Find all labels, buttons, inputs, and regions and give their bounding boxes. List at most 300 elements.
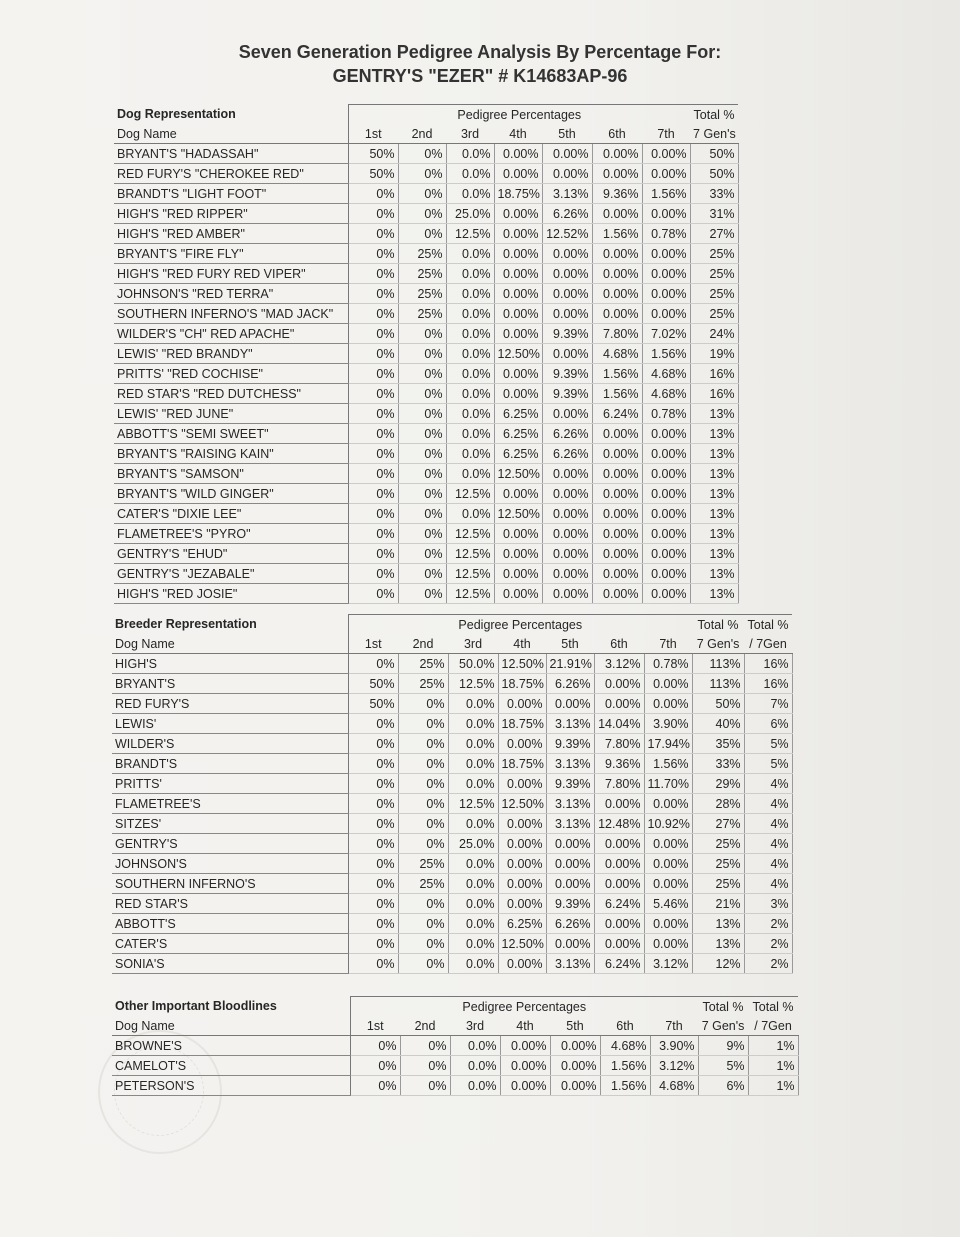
dog-name-cell: RED STAR'S <box>112 894 348 914</box>
gen-5-cell: 0.00% <box>542 564 592 584</box>
gen-1-cell: 0% <box>350 1036 400 1056</box>
total-cell: 13% <box>690 424 738 444</box>
gen-7-cell: 0.00% <box>642 544 690 564</box>
gen-3-cell: 12.5% <box>446 564 494 584</box>
gen-6-cell: 9.36% <box>592 184 642 204</box>
gen-header: 6th <box>600 1016 650 1036</box>
gen-6-cell: 6.24% <box>592 404 642 424</box>
gen-header: 3rd <box>450 1016 500 1036</box>
gen-2-cell: 0% <box>398 544 446 564</box>
dog-name-cell: FLAMETREE'S <box>112 794 348 814</box>
group-header: Pedigree Percentages <box>348 105 690 125</box>
total-cell: 9% <box>698 1036 748 1056</box>
gen-6-cell: 7.80% <box>594 734 644 754</box>
table-row <box>114 544 738 564</box>
gen-3-cell: 0.0% <box>446 264 494 284</box>
gen-2-cell: 0% <box>398 734 448 754</box>
gen-6-cell: 1.56% <box>592 224 642 244</box>
total-cell: 25% <box>690 264 738 284</box>
gen-7-cell: 0.00% <box>644 834 692 854</box>
gen-3-cell: 0.0% <box>450 1036 500 1056</box>
gen-6-cell: 0.00% <box>592 524 642 544</box>
gen-4-cell: 0.00% <box>494 144 542 164</box>
gen-header: 6th <box>594 634 644 654</box>
total-cell: 16% <box>690 384 738 404</box>
avg-cell: 16% <box>744 674 792 694</box>
gen-2-cell: 0% <box>400 1076 450 1096</box>
gen-7-cell: 0.00% <box>642 284 690 304</box>
gen-header: 4th <box>494 124 542 144</box>
gen-6-cell: 0.00% <box>592 144 642 164</box>
total-cell: 13% <box>690 564 738 584</box>
gen-4-cell: 0.00% <box>494 224 542 244</box>
dog-name-cell: SONIA'S <box>112 954 348 974</box>
gen-5-cell: 0.00% <box>550 1076 600 1096</box>
gen-1-cell: 0% <box>348 264 398 284</box>
total-cell: 13% <box>692 934 744 954</box>
gen-7-cell: 3.90% <box>650 1036 698 1056</box>
gen-6-cell: 14.04% <box>594 714 644 734</box>
total-cell: 33% <box>692 754 744 774</box>
gen-header: 1st <box>348 124 398 144</box>
total-cell: 25% <box>692 874 744 894</box>
gen-3-cell: 0.0% <box>446 364 494 384</box>
gen-1-cell: 50% <box>348 164 398 184</box>
avg-cell: 4% <box>744 854 792 874</box>
total-cell: 35% <box>692 734 744 754</box>
total-cell: 113% <box>692 654 744 674</box>
gen-7-cell: 0.00% <box>642 204 690 224</box>
gen-7-cell: 10.92% <box>644 814 692 834</box>
gen-3-cell: 25.0% <box>446 204 494 224</box>
gen-3-cell: 0.0% <box>450 1056 500 1076</box>
dog-name-cell: LEWIS' "RED JUNE" <box>114 404 348 424</box>
gen-1-cell: 0% <box>348 544 398 564</box>
gen-2-cell: 0% <box>398 894 448 914</box>
table-row <box>114 484 738 504</box>
total-cell: 50% <box>690 144 738 164</box>
gen-6-cell: 0.00% <box>592 584 642 604</box>
table-row <box>112 754 792 774</box>
dog-name-cell: HIGH'S "RED JOSIE" <box>114 584 348 604</box>
gen-2-cell: 0% <box>398 344 446 364</box>
gen-7-cell: 3.90% <box>644 714 692 734</box>
gen-6-cell: 0.00% <box>592 464 642 484</box>
gen-7-cell: 5.46% <box>644 894 692 914</box>
total-cell: 33% <box>690 184 738 204</box>
dog-name-cell: HIGH'S "RED RIPPER" <box>114 204 348 224</box>
gen-7-cell: 0.00% <box>644 674 692 694</box>
gen-2-cell: 0% <box>398 934 448 954</box>
gen-1-cell: 0% <box>348 404 398 424</box>
title-line-2: GENTRY'S "EZER" # K14683AP-96 <box>332 66 628 86</box>
avg-header-sub: / 7Gen <box>748 1016 798 1036</box>
gen-4-cell: 6.25% <box>494 404 542 424</box>
dog-name-cell: PRITTS' "RED COCHISE" <box>114 364 348 384</box>
gen-2-cell: 0% <box>398 384 446 404</box>
gen-2-cell: 0% <box>398 324 446 344</box>
gen-4-cell: 12.50% <box>494 504 542 524</box>
table-row <box>114 264 738 284</box>
gen-6-cell: 0.00% <box>592 244 642 264</box>
gen-3-cell: 0.0% <box>446 504 494 524</box>
dog-name-cell: LEWIS' "RED BRANDY" <box>114 344 348 364</box>
gen-4-cell: 12.50% <box>494 464 542 484</box>
table-row <box>114 284 738 304</box>
gen-2-cell: 25% <box>398 264 446 284</box>
gen-3-cell: 0.0% <box>446 384 494 404</box>
total-cell: 40% <box>692 714 744 734</box>
total-cell: 13% <box>690 504 738 524</box>
gen-2-cell: 25% <box>398 284 446 304</box>
gen-4-cell: 0.00% <box>494 244 542 264</box>
gen-header: 4th <box>500 1016 550 1036</box>
table-row <box>114 304 738 324</box>
table-row <box>114 344 738 364</box>
gen-5-cell: 0.00% <box>542 304 592 324</box>
section-label: Breeder Representation <box>115 617 257 632</box>
gen-header: 1st <box>350 1016 400 1036</box>
avg-cell: 1% <box>748 1076 798 1096</box>
avg-cell: 4% <box>744 834 792 854</box>
gen-5-cell: 0.00% <box>546 854 594 874</box>
avg-cell: 4% <box>744 874 792 894</box>
gen-4-cell: 0.00% <box>498 854 546 874</box>
avg-cell: 2% <box>744 914 792 934</box>
gen-1-cell: 0% <box>350 1056 400 1076</box>
gen-4-cell: 12.50% <box>498 794 546 814</box>
gen-1-cell: 0% <box>348 814 398 834</box>
gen-3-cell: 0.0% <box>446 344 494 364</box>
gen-3-cell: 12.5% <box>448 674 498 694</box>
gen-header: 7th <box>650 1016 698 1036</box>
gen-6-cell: 0.00% <box>592 284 642 304</box>
dog-name-cell: FLAMETREE'S "PYRO" <box>114 524 348 544</box>
gen-6-cell: 3.12% <box>594 654 644 674</box>
table-row <box>112 954 792 974</box>
dog-name-cell: SITZES' <box>112 814 348 834</box>
gen-6-cell: 0.00% <box>592 164 642 184</box>
gen-1-cell: 0% <box>348 894 398 914</box>
gen-3-cell: 0.0% <box>446 424 494 444</box>
gen-3-cell: 0.0% <box>448 954 498 974</box>
gen-5-cell: 0.00% <box>546 934 594 954</box>
gen-7-cell: 1.56% <box>642 184 690 204</box>
gen-3-cell: 50.0% <box>448 654 498 674</box>
gen-5-cell: 3.13% <box>546 794 594 814</box>
dog-name-cell: GENTRY'S "EHUD" <box>114 544 348 564</box>
gen-2-cell: 25% <box>398 674 448 694</box>
gen-5-cell: 0.00% <box>542 164 592 184</box>
gen-2-cell: 0% <box>398 144 446 164</box>
table-row <box>112 934 792 954</box>
table-row <box>112 914 792 934</box>
gen-4-cell: 0.00% <box>494 384 542 404</box>
gen-3-cell: 0.0% <box>448 934 498 954</box>
gen-2-cell: 0% <box>398 204 446 224</box>
gen-header: 2nd <box>398 124 446 144</box>
gen-3-cell: 0.0% <box>446 284 494 304</box>
gen-3-cell: 0.0% <box>446 324 494 344</box>
total-cell: 28% <box>692 794 744 814</box>
table-row <box>114 404 738 424</box>
dog-name-cell: BRYANT'S "HADASSAH" <box>114 144 348 164</box>
gen-header: 5th <box>550 1016 600 1036</box>
gen-6-cell: 4.68% <box>592 344 642 364</box>
gen-1-cell: 0% <box>348 834 398 854</box>
table-row <box>114 524 738 544</box>
gen-2-cell: 0% <box>398 814 448 834</box>
dog-name-cell: HIGH'S "RED FURY RED VIPER" <box>114 264 348 284</box>
gen-4-cell: 0.00% <box>498 954 546 974</box>
table-row <box>112 894 792 914</box>
gen-6-cell: 0.00% <box>592 264 642 284</box>
dog-name-cell: SOUTHERN INFERNO'S "MAD JACK" <box>114 304 348 324</box>
gen-2-cell: 0% <box>398 504 446 524</box>
gen-7-cell: 0.78% <box>642 404 690 424</box>
avg-cell: 5% <box>744 734 792 754</box>
table-row <box>114 244 738 264</box>
gen-6-cell: 0.00% <box>594 854 644 874</box>
dog-name-cell: WILDER'S <box>112 734 348 754</box>
gen-5-cell: 6.26% <box>546 674 594 694</box>
total-cell: 13% <box>690 524 738 544</box>
gen-header: 2nd <box>398 634 448 654</box>
gen-7-cell: 1.56% <box>644 754 692 774</box>
gen-4-cell: 0.00% <box>494 544 542 564</box>
avg-cell: 4% <box>744 794 792 814</box>
title-line-1: Seven Generation Pedigree Analysis By Percentage For: <box>238 42 722 62</box>
gen-5-cell: 0.00% <box>542 464 592 484</box>
gen-6-cell: 0.00% <box>592 504 642 524</box>
total-header: Total % <box>690 105 738 125</box>
gen-1-cell: 0% <box>348 564 398 584</box>
gen-6-cell: 0.00% <box>594 694 644 714</box>
gen-1-cell: 0% <box>348 484 398 504</box>
gen-3-cell: 25.0% <box>448 834 498 854</box>
page-title <box>120 40 840 88</box>
gen-6-cell: 7.80% <box>594 774 644 794</box>
gen-6-cell: 0.00% <box>594 674 644 694</box>
gen-3-cell: 12.5% <box>446 584 494 604</box>
total-cell: 50% <box>692 694 744 714</box>
dog-name-cell: BRYANT'S <box>112 674 348 694</box>
gen-7-cell: 7.02% <box>642 324 690 344</box>
total-cell: 21% <box>692 894 744 914</box>
gen-4-cell: 0.00% <box>500 1036 550 1056</box>
gen-header: 3rd <box>446 124 494 144</box>
gen-6-cell: 0.00% <box>594 934 644 954</box>
gen-4-cell: 0.00% <box>498 814 546 834</box>
gen-4-cell: 0.00% <box>494 484 542 504</box>
gen-3-cell: 0.0% <box>450 1076 500 1096</box>
gen-7-cell: 0.00% <box>642 584 690 604</box>
gen-header: 6th <box>592 124 642 144</box>
table-row <box>114 584 738 604</box>
gen-2-cell: 25% <box>398 244 446 264</box>
table-row <box>114 324 738 344</box>
dog-name-cell: ABBOTT'S <box>112 914 348 934</box>
table-row <box>112 1056 798 1076</box>
gen-5-cell: 3.13% <box>546 754 594 774</box>
gen-7-cell: 0.78% <box>644 654 692 674</box>
gen-1-cell: 0% <box>348 794 398 814</box>
dog-name-cell: RED FURY'S "CHEROKEE RED" <box>114 164 348 184</box>
gen-4-cell: 18.75% <box>498 714 546 734</box>
gen-7-cell: 4.68% <box>642 384 690 404</box>
total-cell: 25% <box>690 304 738 324</box>
gen-5-cell: 3.13% <box>546 954 594 974</box>
total-cell: 25% <box>690 244 738 264</box>
gen-3-cell: 0.0% <box>446 464 494 484</box>
gen-4-cell: 0.00% <box>500 1076 550 1096</box>
gen-7-cell: 0.00% <box>642 144 690 164</box>
gen-4-cell: 0.00% <box>498 694 546 714</box>
gen-2-cell: 0% <box>400 1056 450 1076</box>
group-header: Pedigree Percentages <box>350 997 698 1017</box>
gen-2-cell: 25% <box>398 854 448 874</box>
gen-3-cell: 0.0% <box>446 144 494 164</box>
gen-1-cell: 0% <box>350 1076 400 1096</box>
gen-2-cell: 0% <box>398 564 446 584</box>
gen-3-cell: 0.0% <box>448 874 498 894</box>
gen-2-cell: 0% <box>398 404 446 424</box>
gen-4-cell: 18.75% <box>498 754 546 774</box>
gen-7-cell: 0.00% <box>642 464 690 484</box>
gen-6-cell: 7.80% <box>592 324 642 344</box>
gen-3-cell: 0.0% <box>448 694 498 714</box>
total-cell: 16% <box>690 364 738 384</box>
total-cell: 13% <box>692 914 744 934</box>
gen-7-cell: 4.68% <box>642 364 690 384</box>
dog-name-cell: BRYANT'S "WILD GINGER" <box>114 484 348 504</box>
table-row <box>112 694 792 714</box>
gen-1-cell: 0% <box>348 364 398 384</box>
gen-7-cell: 0.00% <box>644 794 692 814</box>
gen-1-cell: 0% <box>348 654 398 674</box>
gen-5-cell: 21.91% <box>546 654 594 674</box>
total-header-sub: 7 Gen's <box>690 124 738 144</box>
gen-6-cell: 0.00% <box>592 444 642 464</box>
name-header: Dog Name <box>112 634 348 654</box>
gen-1-cell: 50% <box>348 674 398 694</box>
gen-4-cell: 0.00% <box>500 1056 550 1076</box>
gen-1-cell: 0% <box>348 774 398 794</box>
gen-5-cell: 9.39% <box>542 324 592 344</box>
table-row <box>114 144 738 164</box>
gen-4-cell: 0.00% <box>494 564 542 584</box>
group-header: Pedigree Percentages <box>348 615 692 635</box>
gen-7-cell: 3.12% <box>650 1056 698 1076</box>
gen-2-cell: 0% <box>400 1036 450 1056</box>
table-row <box>114 384 738 404</box>
gen-4-cell: 0.00% <box>494 584 542 604</box>
gen-7-cell: 0.00% <box>644 914 692 934</box>
gen-7-cell: 0.00% <box>642 424 690 444</box>
dog-name-cell: JOHNSON'S "RED TERRA" <box>114 284 348 304</box>
table-row <box>114 464 738 484</box>
gen-7-cell: 0.00% <box>642 304 690 324</box>
gen-1-cell: 0% <box>348 224 398 244</box>
gen-header: 5th <box>546 634 594 654</box>
gen-7-cell: 0.00% <box>642 524 690 544</box>
gen-5-cell: 0.00% <box>546 694 594 714</box>
gen-3-cell: 12.5% <box>446 544 494 564</box>
dog-name-cell: GENTRY'S "JEZABALE" <box>114 564 348 584</box>
gen-4-cell: 0.00% <box>494 324 542 344</box>
gen-2-cell: 25% <box>398 654 448 674</box>
gen-6-cell: 0.00% <box>594 874 644 894</box>
name-header: Dog Name <box>114 124 348 144</box>
gen-7-cell: 11.70% <box>644 774 692 794</box>
gen-1-cell: 0% <box>348 304 398 324</box>
dog-name-cell: BROWNE'S <box>112 1036 350 1056</box>
gen-5-cell: 9.39% <box>546 774 594 794</box>
table-row <box>112 654 792 674</box>
gen-1-cell: 0% <box>348 854 398 874</box>
gen-1-cell: 0% <box>348 184 398 204</box>
gen-7-cell: 0.00% <box>642 164 690 184</box>
gen-5-cell: 6.26% <box>542 204 592 224</box>
gen-4-cell: 18.75% <box>498 674 546 694</box>
gen-2-cell: 0% <box>398 184 446 204</box>
gen-4-cell: 12.50% <box>498 934 546 954</box>
total-cell: 29% <box>692 774 744 794</box>
dog-name-cell: CATER'S <box>112 934 348 954</box>
gen-1-cell: 0% <box>348 754 398 774</box>
gen-header: 1st <box>348 634 398 654</box>
total-header: Total % <box>698 997 748 1017</box>
gen-1-cell: 50% <box>348 144 398 164</box>
avg-header-sub: / 7Gen <box>744 634 792 654</box>
gen-2-cell: 0% <box>398 584 446 604</box>
total-cell: 27% <box>690 224 738 244</box>
avg-cell: 5% <box>744 754 792 774</box>
table-row <box>114 364 738 384</box>
dog-name-cell: BRANDT'S "LIGHT FOOT" <box>114 184 348 204</box>
gen-2-cell: 0% <box>398 794 448 814</box>
gen-6-cell: 1.56% <box>600 1056 650 1076</box>
gen-6-cell: 1.56% <box>592 364 642 384</box>
gen-1-cell: 0% <box>348 584 398 604</box>
gen-header: 7th <box>642 124 690 144</box>
table-row <box>114 224 738 244</box>
gen-4-cell: 0.00% <box>494 164 542 184</box>
total-cell: 13% <box>690 404 738 424</box>
gen-7-cell: 0.00% <box>642 484 690 504</box>
dog-name-cell: PRITTS' <box>112 774 348 794</box>
dog-name-cell: LEWIS' <box>112 714 348 734</box>
gen-3-cell: 12.5% <box>446 224 494 244</box>
gen-5-cell: 0.00% <box>542 144 592 164</box>
total-cell: 113% <box>692 674 744 694</box>
gen-6-cell: 6.24% <box>594 894 644 914</box>
gen-6-cell: 0.00% <box>592 204 642 224</box>
gen-5-cell: 0.00% <box>542 504 592 524</box>
avg-cell: 1% <box>748 1036 798 1056</box>
dog-name-cell: RED FURY'S <box>112 694 348 714</box>
gen-1-cell: 0% <box>348 714 398 734</box>
total-header-sub: 7 Gen's <box>698 1016 748 1036</box>
gen-6-cell: 4.68% <box>600 1036 650 1056</box>
total-cell: 5% <box>698 1056 748 1076</box>
gen-5-cell: 0.00% <box>542 484 592 504</box>
total-cell: 27% <box>692 814 744 834</box>
gen-7-cell: 0.00% <box>642 244 690 264</box>
gen-5-cell: 0.00% <box>542 524 592 544</box>
dog-name-cell: BRANDT'S <box>112 754 348 774</box>
gen-5-cell: 9.39% <box>542 364 592 384</box>
